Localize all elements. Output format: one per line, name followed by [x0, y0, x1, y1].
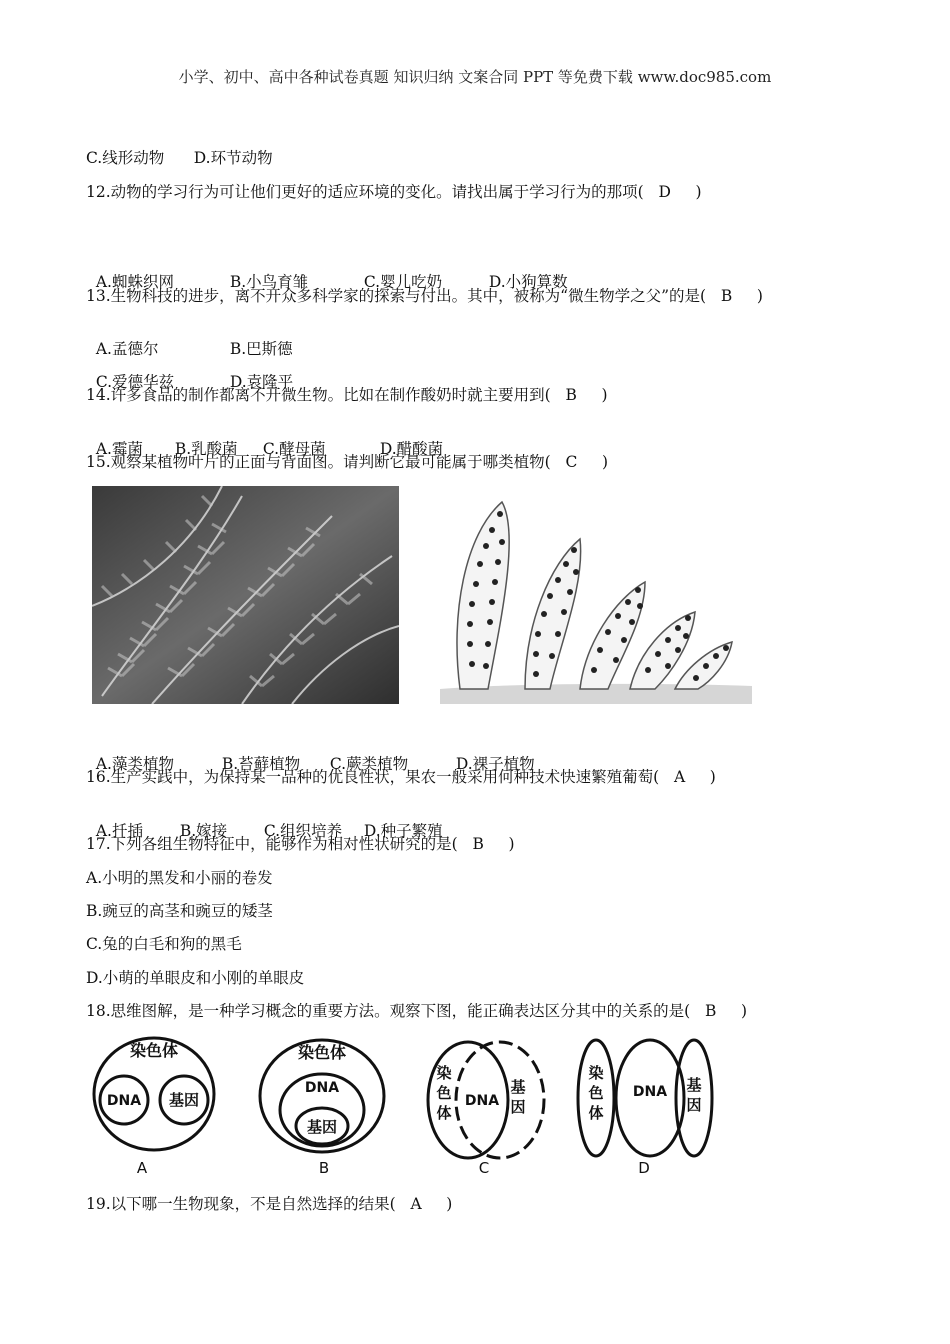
question-13: 13.生物科技的进步，离不开众多科学家的探索与付出。其中，被称为“微生物学之父”的是( B ) — [86, 287, 763, 305]
caption-d: D — [638, 1159, 650, 1177]
q17-option-a: A.小明的黑发和小丽的卷发 — [86, 869, 273, 887]
q14-option-a: A.霉菌 — [95, 440, 143, 458]
diagram-a-gene: 基因 — [168, 1091, 200, 1109]
diagram-a-chromosome: 染色体 — [129, 1041, 179, 1060]
q15-option-a: A.藻类植物 — [95, 755, 174, 773]
diagram-d-chromosome-2: 色 — [588, 1084, 604, 1102]
q13-option-c: C.爱德华兹 — [95, 373, 175, 391]
diagram-c-chromosome-2: 色 — [436, 1084, 452, 1102]
fern-front-photo — [92, 486, 399, 704]
diagram-d-chromosome-3: 体 — [588, 1104, 604, 1122]
diagram-c-chromosome-3: 体 — [436, 1104, 452, 1122]
diagram-d-dna: DNA — [632, 1084, 668, 1100]
q15-option-d: D.裸子植物 — [455, 755, 535, 773]
question-14: 14.许多食品的制作都离不开微生物。比如在制作酸奶时就主要用到( B ) — [86, 386, 608, 404]
q14-option-c: C.酵母菌 — [262, 440, 326, 458]
question-15: 15.观察某植物叶片的正面与背面图。请判断它最可能属于哪类植物( C ) — [86, 453, 609, 471]
diagram-c-gene-1: 基 — [510, 1078, 526, 1096]
question-12: 12.动物的学习行为可让他们更好的适应环境的变化。请找出属于学习行为的那项( D ) — [86, 183, 702, 201]
q16-option-b: B.嫁接 — [179, 822, 228, 840]
q16-option-a: A.扦插 — [95, 822, 143, 840]
question-16: 16.生产实践中，为保持某一品种的优良性状，果农一般采用何种技术快速繁殖葡萄( A ) — [86, 768, 716, 786]
q11-options-cont: C.线形动物 D.环节动物 — [86, 149, 273, 167]
question-17: 17.下列各组生物特征中，能够作为相对性状研究的是( B ) — [86, 835, 515, 853]
page-header: 小学、初中、高中各种试卷真题 知识归纳 文案合同 PPT 等免费下载 www.doc985.com — [178, 68, 772, 86]
diagram-c-dna: DNA — [464, 1093, 500, 1109]
question-19: 19.以下哪一生物现象，不是自然选择的结果( A ) — [86, 1195, 453, 1213]
diagram-a-dna: DNA — [106, 1093, 142, 1109]
q12-option-b: B.小鸟育雏 — [229, 273, 309, 291]
diagram-b-dna: DNA — [304, 1080, 340, 1096]
diagram-b-gene: 基因 — [306, 1118, 338, 1136]
caption-b: B — [318, 1159, 330, 1177]
diagram-d-chromosome-1: 染 — [588, 1064, 604, 1082]
q15-option-c: C.蕨类植物 — [329, 755, 409, 773]
q13-option-a: A.孟德尔 — [95, 340, 159, 358]
q17-option-c: C.兔的白毛和狗的黑毛 — [86, 935, 242, 953]
caption-a: A — [136, 1159, 148, 1177]
q13-option-b: B.巴斯德 — [229, 340, 293, 358]
diagram-b-chromosome: 染色体 — [297, 1043, 347, 1062]
diagram-d-gene-2: 因 — [686, 1096, 702, 1114]
q13-option-d: D.袁隆平 — [229, 373, 294, 391]
fern-back-drawing — [440, 494, 752, 704]
question-18: 18.思维图解，是一种学习概念的重要方法。观察下图，能正确表达区分其中的关系的是( B ) — [86, 1002, 748, 1020]
q17-option-d: D.小萌的单眼皮和小刚的单眼皮 — [86, 969, 305, 987]
q14-option-d: D.醋酸菌 — [379, 440, 444, 458]
q12-option-c: C.婴儿吃奶 — [363, 273, 443, 291]
diagram-c-chromosome-1: 染 — [436, 1064, 452, 1082]
q12-option-a: A.蜘蛛织网 — [95, 273, 174, 291]
q17-option-b: B.豌豆的高茎和豌豆的矮茎 — [86, 902, 273, 920]
concept-diagrams — [88, 1030, 728, 1180]
q16-option-d: D.种子繁殖 — [363, 822, 443, 840]
diagram-c-gene-2: 因 — [510, 1098, 526, 1116]
q14-option-b: B.乳酸菌 — [174, 440, 238, 458]
diagram-d-gene-1: 基 — [686, 1076, 702, 1094]
q15-option-b: B.苔藓植物 — [221, 755, 301, 773]
q16-option-c: C.组织培养 — [263, 822, 343, 840]
caption-c: C — [478, 1159, 490, 1177]
q12-option-d: D.小狗算数 — [488, 273, 568, 291]
